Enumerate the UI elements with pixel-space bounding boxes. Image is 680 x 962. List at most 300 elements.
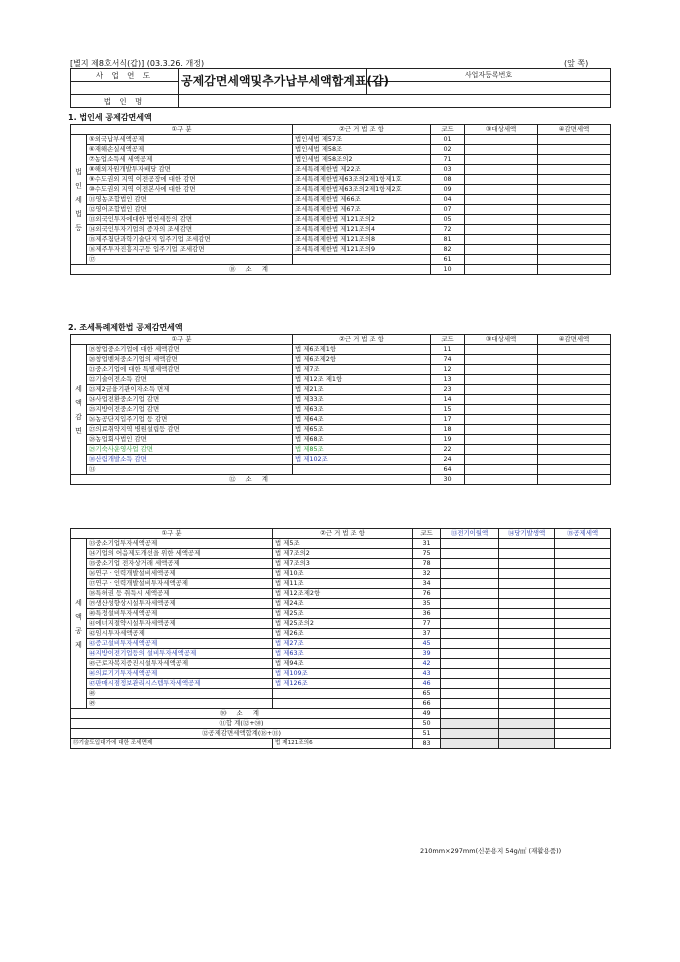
col-header: ⑭당기발생액 (499, 529, 555, 539)
row-law: 조세특례제한법 제121조의4 (293, 225, 431, 235)
amount-cell[interactable] (465, 435, 538, 445)
amount-cell[interactable] (499, 559, 555, 569)
table-row (71, 225, 611, 235)
amount-cell[interactable] (555, 559, 611, 569)
footer-row-code: 83 (413, 739, 441, 749)
amount-cell[interactable] (465, 235, 538, 245)
table-row (71, 445, 611, 455)
amount-cell[interactable] (441, 629, 499, 639)
col-header-category: ①구 분 (71, 529, 273, 539)
row-name: ㊷임시투자세액공제 (87, 629, 273, 639)
amount-cell[interactable] (441, 549, 499, 559)
amount-cell[interactable] (465, 445, 538, 455)
row-code: 17 (431, 415, 465, 425)
row-law: 조세특례제한법 제22조 (293, 165, 431, 175)
row-code: 18 (431, 425, 465, 435)
amount-cell[interactable] (465, 175, 538, 185)
row-name: ㉓제2금융기관이자소득 면제 (87, 385, 293, 395)
amount-cell[interactable] (538, 255, 611, 265)
row-code: 82 (431, 245, 465, 255)
amount-cell[interactable] (441, 659, 499, 669)
amount-cell[interactable] (555, 639, 611, 649)
table-row (71, 465, 611, 475)
amount-cell[interactable] (538, 375, 611, 385)
amount-cell[interactable] (499, 589, 555, 599)
amount-cell[interactable] (555, 549, 611, 559)
row-code: 71 (431, 155, 465, 165)
col-header-category: ①구 분 (71, 335, 293, 345)
amount-cell[interactable] (555, 689, 611, 699)
row-law: 법 제26조 (273, 629, 413, 639)
amount-cell[interactable] (555, 709, 611, 719)
col-header: ②근 거 법 조 항 (273, 529, 413, 539)
col-header: ⑬전기이월액 (441, 529, 499, 539)
row-name: ㉒기술이전소득 감면 (87, 375, 293, 385)
row-name: ⑭외국인투자기업의 증자의 조세감면 (87, 225, 293, 235)
table-row (71, 135, 611, 145)
amount-cell[interactable] (538, 215, 611, 225)
table-row (71, 165, 611, 175)
shaded-cell (499, 739, 555, 749)
amount-cell[interactable] (499, 619, 555, 629)
row-name: ㉞기업의 어음제도개선을 위한 세액공제 (87, 549, 273, 559)
form-label: [별지 제8호서식(갑)] (03.3.26. 개정) (70, 59, 205, 68)
col-header-category: ①구 분 (71, 125, 293, 135)
amount-cell[interactable] (465, 475, 538, 485)
amount-cell[interactable] (555, 669, 611, 679)
footer-row-name: ⑬기술도입대가에 대한 조세면제 (71, 739, 273, 749)
amount-cell[interactable] (538, 445, 611, 455)
table-row (71, 365, 611, 375)
amount-cell[interactable] (538, 365, 611, 375)
row-law: 법 제25조 (273, 609, 413, 619)
amount-cell[interactable] (465, 205, 538, 215)
row-law: 법 제12조 제1항 (293, 375, 431, 385)
table-row (71, 699, 611, 709)
table-row (71, 145, 611, 155)
section1-title: 1. 법인세 공제감면세액 (68, 113, 152, 122)
amount-cell[interactable] (441, 689, 499, 699)
row-code: 12 (431, 365, 465, 375)
row-name: ㉔사업전환중소기업 감면 (87, 395, 293, 405)
table-row (71, 629, 611, 639)
amount-cell[interactable] (555, 699, 611, 709)
amount-cell[interactable] (499, 699, 555, 709)
row-name: ㊶에너지절약시설투자세액공제 (87, 619, 273, 629)
row-code: 66 (413, 699, 441, 709)
row-law: 법 제7조의2 (273, 549, 413, 559)
section2-reduction-table (70, 334, 611, 485)
row-law (293, 465, 431, 475)
table-row (71, 375, 611, 385)
amount-cell[interactable] (555, 729, 611, 739)
amount-cell[interactable] (499, 689, 555, 699)
row-code: 46 (413, 679, 441, 689)
row-code: 23 (431, 385, 465, 395)
row-code: 37 (413, 629, 441, 639)
amount-cell[interactable] (538, 185, 611, 195)
amount-cell[interactable] (465, 415, 538, 425)
row-law: 조세특례제한법 제121조의2 (293, 215, 431, 225)
amount-cell[interactable] (441, 709, 499, 719)
row-code: 72 (431, 225, 465, 235)
table-row (71, 435, 611, 445)
amount-cell[interactable] (441, 639, 499, 649)
amount-cell[interactable] (441, 669, 499, 679)
row-law (273, 689, 413, 699)
subtotal-code: 30 (431, 475, 465, 485)
final-total-label: ⑫공제감면세액합계(⑱+⑪) (71, 729, 413, 739)
row-code: 05 (431, 215, 465, 225)
row-code: 03 (431, 165, 465, 175)
row-name: ㊴생산성향상시설투자세액공제 (87, 599, 273, 609)
amount-cell[interactable] (465, 345, 538, 355)
amount-cell[interactable] (555, 649, 611, 659)
row-law: 법 제94조 (273, 659, 413, 669)
table-row (71, 255, 611, 265)
row-code: 15 (431, 405, 465, 415)
row-law: 법 제12조제2항 (273, 589, 413, 599)
row-code: 32 (413, 569, 441, 579)
row-name: ㉘농업회사법인 감면 (87, 435, 293, 445)
row-name: ㊸증고설비투자세액공제 (87, 639, 273, 649)
amount-cell[interactable] (538, 405, 611, 415)
amount-cell[interactable] (465, 255, 538, 265)
amount-cell[interactable] (465, 225, 538, 235)
row-name: ⑪영농조합법인 감면 (87, 195, 293, 205)
table-row (71, 649, 611, 659)
amount-cell[interactable] (499, 599, 555, 609)
amount-cell[interactable] (538, 155, 611, 165)
amount-cell[interactable] (465, 385, 538, 395)
row-law: 조세특례제한법 제67조 (293, 205, 431, 215)
amount-cell[interactable] (538, 385, 611, 395)
row-name: ㊼판매시점정보관리시스템투자세액공제 (87, 679, 273, 689)
row-law: 법 제65조 (293, 425, 431, 435)
amount-cell[interactable] (441, 539, 499, 549)
amount-cell[interactable] (441, 579, 499, 589)
row-code: 75 (413, 549, 441, 559)
row-code: 13 (431, 375, 465, 385)
row-law: 법 제85조 (293, 445, 431, 455)
amount-cell[interactable] (441, 599, 499, 609)
row-law: 법 제7조 (293, 365, 431, 375)
table-row (71, 215, 611, 225)
col-header: ③대상세액 (465, 125, 538, 135)
shaded-cell (441, 719, 499, 729)
amount-cell[interactable] (441, 649, 499, 659)
amount-cell[interactable] (555, 569, 611, 579)
final-total-code: 51 (413, 729, 441, 739)
row-law: 법 제10조 (273, 569, 413, 579)
row-name: ㉕지방이전중소기업 감면 (87, 405, 293, 415)
amount-cell[interactable] (499, 539, 555, 549)
table-row (71, 569, 611, 579)
row-law: 법 제109조 (273, 669, 413, 679)
amount-cell[interactable] (499, 679, 555, 689)
corp-name-value[interactable] (179, 95, 611, 108)
amount-cell[interactable] (538, 145, 611, 155)
amount-cell[interactable] (499, 639, 555, 649)
row-law: 법 제63조 (293, 405, 431, 415)
row-law (293, 255, 431, 265)
amount-cell[interactable] (538, 395, 611, 405)
row-code: 04 (431, 195, 465, 205)
col-header: ②근 거 법 조 항 (293, 335, 431, 345)
amount-cell[interactable] (499, 609, 555, 619)
amount-cell[interactable] (499, 549, 555, 559)
amount-cell[interactable] (555, 619, 611, 629)
header-table (70, 68, 611, 108)
amount-cell[interactable] (465, 365, 538, 375)
table-row (71, 659, 611, 669)
grand-total-label: ⑪합 계(㉜+㊿) (71, 719, 413, 729)
amount-cell[interactable] (538, 175, 611, 185)
amount-cell[interactable] (538, 135, 611, 145)
section2-title: 2. 조세특례제한법 공제감면세액 (68, 323, 183, 332)
amount-cell[interactable] (538, 415, 611, 425)
amount-cell[interactable] (538, 455, 611, 465)
section1-table (70, 124, 611, 275)
amount-cell[interactable] (441, 589, 499, 599)
amount-cell[interactable] (441, 569, 499, 579)
row-code: 43 (413, 669, 441, 679)
amount-cell[interactable] (555, 659, 611, 669)
row-code: 11 (431, 345, 465, 355)
amount-cell[interactable] (465, 135, 538, 145)
row-name: ㊾ (87, 699, 273, 709)
row-law: 조세특례제한법 제66조 (293, 195, 431, 205)
row-law (273, 699, 413, 709)
row-name: ㉗의료취약지역 병원설립등 감면 (87, 425, 293, 435)
side-label: 세액공제 (71, 539, 87, 709)
row-name: ⑮제주첨단과학기술단지 입주기업 조세감면 (87, 235, 293, 245)
table-row (71, 639, 611, 649)
form-title: 공제감면세액및추가납부세액합계표(갑) (179, 69, 367, 95)
amount-cell[interactable] (538, 235, 611, 245)
row-law: 조세특례제한법 제121조의8 (293, 235, 431, 245)
amount-cell[interactable] (555, 579, 611, 589)
row-name: ㊹지방이전기업등의 설비투자세액공제 (87, 649, 273, 659)
amount-cell[interactable] (465, 195, 538, 205)
amount-cell[interactable] (538, 265, 611, 275)
amount-cell[interactable] (465, 455, 538, 465)
amount-cell[interactable] (538, 245, 611, 255)
row-law: 조세특례제한법제63조의2제1항제1호 (293, 175, 431, 185)
row-code: 14 (431, 395, 465, 405)
amount-cell[interactable] (555, 589, 611, 599)
amount-cell[interactable] (555, 629, 611, 639)
amount-cell[interactable] (465, 165, 538, 175)
table-row (71, 425, 611, 435)
amount-cell[interactable] (441, 619, 499, 629)
row-code: 34 (413, 579, 441, 589)
row-law: 법 제11조 (273, 579, 413, 589)
row-law: 조세특례제한법 제121조의9 (293, 245, 431, 255)
table-row (71, 619, 611, 629)
row-code: 08 (431, 175, 465, 185)
row-law: 법 제68조 (293, 435, 431, 445)
amount-cell[interactable] (441, 699, 499, 709)
amount-cell[interactable] (465, 185, 538, 195)
footer-row-law: 법 제121조의6 (273, 739, 413, 749)
table-row (71, 539, 611, 549)
row-law: 법 제5조 (273, 539, 413, 549)
row-name: ⑬외국인투자에대한 법인세등의 감면 (87, 215, 293, 225)
row-code: 74 (431, 355, 465, 365)
row-law: 법 제21조 (293, 385, 431, 395)
amount-cell[interactable] (538, 205, 611, 215)
amount-cell[interactable] (499, 649, 555, 659)
row-law: 법인세법 제58조의2 (293, 155, 431, 165)
amount-cell[interactable] (538, 435, 611, 445)
table-row (71, 355, 611, 365)
table-row (71, 669, 611, 679)
row-code: 45 (413, 639, 441, 649)
amount-cell[interactable] (555, 609, 611, 619)
amount-cell[interactable] (499, 659, 555, 669)
amount-cell[interactable] (465, 155, 538, 165)
amount-cell[interactable] (441, 559, 499, 569)
amount-cell[interactable] (538, 425, 611, 435)
col-header: ⑮공제세액 (555, 529, 611, 539)
amount-cell[interactable] (499, 579, 555, 589)
amount-cell[interactable] (538, 345, 611, 355)
row-name: ㊻의료기기투자세액공제 (87, 669, 273, 679)
row-law: 법 제102조 (293, 455, 431, 465)
amount-cell[interactable] (538, 475, 611, 485)
row-name: ⑩수도권외 지역 이전본사에 대한 감면 (87, 185, 293, 195)
amount-cell[interactable] (538, 165, 611, 175)
row-name: ㉙기숙사운영사업 감면 (87, 445, 293, 455)
row-law: 법 제24조 (273, 599, 413, 609)
row-law: 법 제27조 (273, 639, 413, 649)
shaded-cell (499, 729, 555, 739)
row-name: ⑨수도권외 지역 이전공장에 대한 감면 (87, 175, 293, 185)
amount-cell[interactable] (555, 599, 611, 609)
row-law: 법 제33조 (293, 395, 431, 405)
amount-cell[interactable] (538, 225, 611, 235)
row-code: 78 (413, 559, 441, 569)
row-name: ㊺근로자복지증진시설투자세액공제 (87, 659, 273, 669)
biz-no-label: 사업자등록번호 (367, 69, 611, 82)
amount-cell[interactable] (538, 465, 611, 475)
shaded-cell (441, 729, 499, 739)
amount-cell[interactable] (441, 609, 499, 619)
corp-name-label: 법 인 명 (71, 95, 179, 108)
amount-cell[interactable] (538, 195, 611, 205)
row-code: 02 (431, 145, 465, 155)
biz-no-value[interactable] (367, 82, 611, 95)
row-name: ㊽ (87, 689, 273, 699)
amount-cell[interactable] (555, 679, 611, 689)
row-name: ⑯제주투자진흥지구등 입주기업 조세감면 (87, 245, 293, 255)
subtotal-code: 49 (413, 709, 441, 719)
table-row (71, 455, 611, 465)
amount-cell[interactable] (555, 739, 611, 749)
row-name: ㉖농공단지입주기업 등 감면 (87, 415, 293, 425)
table-row (71, 385, 611, 395)
row-name: ㉑중소기업에 대한 특별세액감면 (87, 365, 293, 375)
table-row (71, 185, 611, 195)
subtotal-label: ㉜ 소 계 (71, 475, 431, 485)
table-row (71, 195, 611, 205)
row-code: 09 (431, 185, 465, 195)
side-label: 법인세법등 (71, 135, 87, 265)
paper-spec: 210mm×297mm(신문용지 54g/㎡ (재활용품)) (420, 847, 562, 855)
amount-cell[interactable] (555, 539, 611, 549)
amount-cell[interactable] (499, 669, 555, 679)
amount-cell[interactable] (441, 679, 499, 689)
amount-cell[interactable] (499, 709, 555, 719)
amount-cell[interactable] (465, 395, 538, 405)
table-row (71, 599, 611, 609)
row-law: 법 제126조 (273, 679, 413, 689)
col-header: 코드 (431, 335, 465, 345)
amount-cell[interactable] (555, 719, 611, 729)
fiscal-year-value[interactable] (71, 82, 179, 95)
row-name: ㉝중소기업투자세액공제 (87, 539, 273, 549)
amount-cell[interactable] (465, 375, 538, 385)
shaded-cell (441, 739, 499, 749)
row-name: ⑧해외자원개발투자배당 감면 (87, 165, 293, 175)
col-header: 코드 (431, 125, 465, 135)
row-name: ㊳특허권 등 취득시 세액공제 (87, 589, 273, 599)
amount-cell[interactable] (465, 355, 538, 365)
subtotal-code: 10 (431, 265, 465, 275)
row-name: ⑳창업벤처중소기업의 세액감면 (87, 355, 293, 365)
row-code: 31 (413, 539, 441, 549)
amount-cell[interactable] (499, 629, 555, 639)
table-row (71, 579, 611, 589)
amount-cell[interactable] (465, 215, 538, 225)
col-header: 코드 (413, 529, 441, 539)
table-row (71, 415, 611, 425)
amount-cell[interactable] (465, 145, 538, 155)
table-row (71, 589, 611, 599)
amount-cell[interactable] (465, 265, 538, 275)
row-law: 법인세법 제57조 (293, 135, 431, 145)
row-name: ㉟중소기업 전자상거래 세액공제 (87, 559, 273, 569)
row-law: 법 제6조제1항 (293, 345, 431, 355)
fiscal-year-label: 사 업 연 도 (71, 69, 179, 82)
row-code: 76 (413, 589, 441, 599)
row-code: 19 (431, 435, 465, 445)
row-code: 39 (413, 649, 441, 659)
table-row (71, 345, 611, 355)
table-row (71, 205, 611, 215)
row-code: 01 (431, 135, 465, 145)
amount-cell[interactable] (465, 405, 538, 415)
row-code: 81 (431, 235, 465, 245)
col-header: ③대상세액 (465, 335, 538, 345)
col-header: ④감면세액 (538, 125, 611, 135)
row-code: 77 (413, 619, 441, 629)
row-code: 22 (431, 445, 465, 455)
amount-cell[interactable] (465, 465, 538, 475)
table-row (71, 405, 611, 415)
table-row (71, 689, 611, 699)
row-law: 법 제64조 (293, 415, 431, 425)
amount-cell[interactable] (538, 355, 611, 365)
amount-cell[interactable] (465, 245, 538, 255)
amount-cell[interactable] (465, 425, 538, 435)
table-row (71, 155, 611, 165)
subtotal-label: ⑱ 소 계 (71, 265, 431, 275)
row-code: 65 (413, 689, 441, 699)
table-row (71, 609, 611, 619)
amount-cell[interactable] (499, 569, 555, 579)
